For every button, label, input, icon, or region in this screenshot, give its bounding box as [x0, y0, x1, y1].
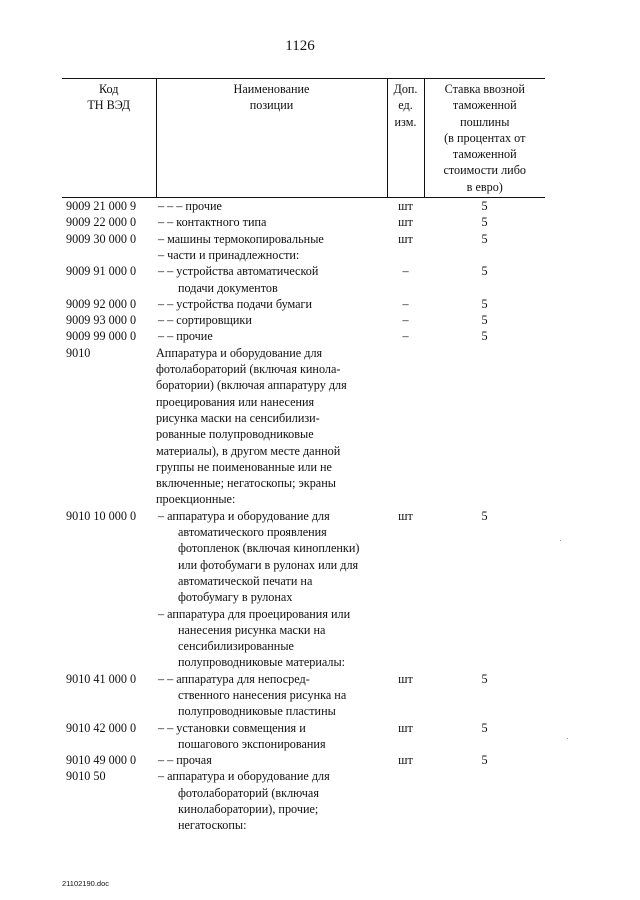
- cell-description: – части и принадлежности:: [158, 247, 300, 262]
- cell-description: – – сортировщики: [158, 313, 252, 328]
- cell-rate: 5: [481, 329, 488, 344]
- header-name: Наименование позиции: [156, 79, 387, 198]
- table-header-row: [62, 79, 545, 198]
- table-row: [62, 720, 545, 753]
- cell-unit: шт: [398, 215, 413, 230]
- cell-unit: шт: [398, 199, 413, 214]
- cell-code: [62, 247, 156, 263]
- cell-rate: 5: [481, 671, 488, 686]
- cell-description: – машины термокопировальные: [158, 231, 324, 246]
- cell-unit: –: [402, 296, 409, 311]
- cell-rate: 5: [481, 753, 488, 768]
- cell-code: 9009 22 000 0: [66, 215, 137, 230]
- cell-rate: [424, 345, 545, 508]
- cell-unit: [387, 345, 424, 508]
- cell-description: – – установки совмещения и пошагового экспонирования: [158, 720, 326, 751]
- cell-code: 9010 42 000 0: [66, 720, 137, 735]
- cell-code: 9010 49 000 0: [66, 753, 137, 768]
- cell-rate: 5: [481, 215, 488, 230]
- cell-description: – – – прочие: [158, 199, 222, 214]
- table-row: [62, 231, 545, 247]
- scan-speck: [567, 738, 568, 739]
- cell-description: – – аппаратура для непосред- ственного нанесения рисунка на полупроводниковые пластины: [158, 671, 347, 719]
- cell-description: – аппаратура для проецирования или нанесения рисунка маски на сенсибилизированные полупроводниковые материалы:: [158, 606, 351, 670]
- cell-unit: шт: [398, 720, 413, 735]
- page-number: 1126: [285, 38, 315, 54]
- cell-description: Аппаратура и оборудование для фотолабораторий (включая кинола- боратории) (включая аппаратуру для проецирования или нанесения рисунка маски на сенсибилизи- рованные полупроводниковые материалы), в другом месте данной группы не поименованные или не включенные; негатоскопы; экраны проекционные:: [156, 345, 347, 507]
- table-row: [62, 312, 545, 328]
- table-row: [62, 247, 545, 263]
- cell-unit: –: [402, 313, 409, 328]
- cell-unit: шт: [398, 508, 413, 523]
- cell-rate: 5: [481, 296, 488, 311]
- cell-unit: [387, 247, 424, 263]
- cell-description: – – контактного типа: [158, 215, 267, 230]
- cell-description: – – прочая: [158, 753, 212, 768]
- cell-rate: 5: [481, 508, 488, 523]
- cell-rate: 5: [481, 231, 488, 246]
- scan-speck: [560, 540, 561, 541]
- tariff-table: [62, 78, 545, 834]
- cell-code: 9009 99 000 0: [66, 329, 137, 344]
- cell-code: 9010 10 000 0: [66, 508, 137, 523]
- cell-description: – – устройства подачи бумаги: [158, 296, 313, 311]
- cell-unit: шт: [398, 671, 413, 686]
- header-code: Код ТН ВЭД: [62, 79, 156, 198]
- table-row: [62, 296, 545, 312]
- cell-rate: 5: [481, 199, 488, 214]
- cell-code: [62, 606, 156, 671]
- cell-unit: –: [402, 264, 409, 279]
- cell-rate: [424, 247, 545, 263]
- cell-code: 9010 50: [66, 769, 106, 784]
- table-row: [62, 671, 545, 720]
- cell-code: 9009 92 000 0: [66, 296, 137, 311]
- cell-description: – аппаратура и оборудование для фотолабораторий (включая кинолаборатории), прочие; негатоскопы:: [158, 769, 330, 833]
- cell-description: – аппаратура и оборудование для автоматического проявления фотопленок (включая кинопленки) или фотобумаги в рулонах или для автоматической печати на фотобумагу в рулонах: [158, 508, 360, 605]
- table-row: [62, 214, 545, 230]
- cell-rate: 5: [481, 264, 488, 279]
- cell-unit: –: [402, 329, 409, 344]
- cell-description: – – прочие: [158, 329, 213, 344]
- cell-rate: [424, 606, 545, 671]
- table-row: [62, 508, 545, 606]
- cell-unit: шт: [398, 231, 413, 246]
- cell-code: 9009 93 000 0: [66, 313, 137, 328]
- cell-description: – – устройства автоматической подачи документов: [158, 264, 319, 295]
- cell-rate: 5: [481, 720, 488, 735]
- cell-code: 9010: [66, 345, 91, 360]
- cell-unit: [387, 768, 424, 833]
- table-row: [62, 328, 545, 344]
- cell-code: 9009 21 000 9: [66, 199, 137, 214]
- table-row: [62, 263, 545, 296]
- header-unit: Доп. ед. изм.: [387, 79, 424, 198]
- table-row: [62, 345, 545, 508]
- table-body: [62, 198, 545, 834]
- cell-rate: 5: [481, 313, 488, 328]
- cell-code: 9009 91 000 0: [66, 264, 137, 279]
- header-rate: Ставка ввозной таможенной пошлины (в процентах от таможенной стоимости либо в евро): [424, 79, 545, 198]
- cell-code: 9009 30 000 0: [66, 231, 137, 246]
- table-row: [62, 606, 545, 671]
- table-row: [62, 752, 545, 768]
- table-row: [62, 198, 545, 215]
- document-filename: 21102190.doc: [62, 879, 109, 888]
- cell-unit: [387, 606, 424, 671]
- cell-unit: шт: [398, 753, 413, 768]
- table-row: [62, 768, 545, 833]
- cell-code: 9010 41 000 0: [66, 671, 137, 686]
- cell-rate: [424, 768, 545, 833]
